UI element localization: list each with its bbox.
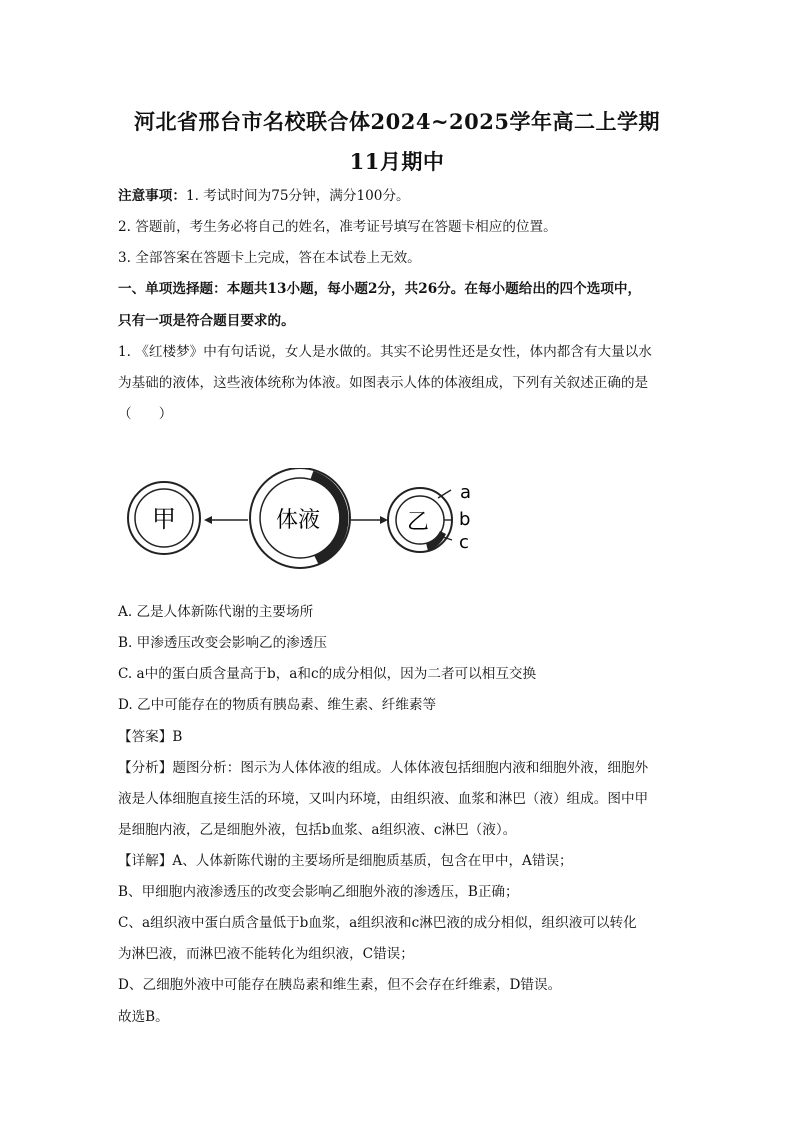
page-title-line1: 河北省邢台市名校联合体2024~2025学年高二上学期: [134, 109, 660, 134]
q1-option-a: A. 乙是人体新陈代谢的主要场所: [118, 604, 314, 620]
detail-text1: A、人体新陈代谢的主要场所是细胞质基质，包含在甲中，A错误；: [172, 853, 573, 869]
q1-analysis-line2: 液是人体细胞直接生活的环境，又叫内环境，由组织液、血浆和淋巴（液）组成。图中甲: [118, 791, 649, 807]
q1-detail-line4: 为淋巴液，而淋巴液不能转化为组织液，C错误；: [118, 946, 414, 962]
center-circle-tiye: [250, 468, 350, 568]
answer-value: B: [172, 729, 183, 745]
left-circle-label: 甲: [152, 505, 176, 533]
q1-stem-line1: 1. 《红楼梦》中有句话说，女人是水做的。其实不论男性还是女性，体内都含有大量以水: [118, 344, 652, 360]
right-circle-yi: [388, 488, 452, 552]
q1-detail-line2: B、甲细胞内液渗透压的改变会影响乙细胞外液的渗透压，B正确；: [118, 884, 519, 900]
notice-item3: 3. 全部答案在答题卡上完成，答在本试卷上无效。: [118, 250, 421, 266]
notice-item1: 1. 考试时间为75分钟，满分100分。: [185, 188, 410, 204]
q1-option-d: D. 乙中可能存在的物质有胰岛素、维生素、纤维素等: [118, 697, 437, 713]
q1-answer: [118, 727, 678, 747]
answer-label: 【答案】: [118, 729, 173, 745]
notice-line1: [118, 186, 678, 206]
arrow-to-left: [204, 516, 248, 524]
q1-stem-line2: 为基础的液体，这些液体统称为体液。如图表示人体的体液组成，下列有关叙述正确的是: [118, 375, 649, 391]
arrow-to-right: [351, 516, 388, 524]
q1-conclusion: 故选B。: [118, 1009, 169, 1025]
q1-detail-line3: C、a组织液中蛋白质含量低于b血浆，a组织液和c淋巴液的成分相似，组织液可以转化: [118, 915, 637, 931]
body-fluid-diagram: [118, 468, 498, 578]
q1-analysis-line3: 是细胞内液，乙是细胞外液，包括b血浆、a组织液、c淋巴（液）。: [118, 822, 517, 838]
left-circle-jia: [128, 482, 200, 554]
q1-detail-line1: [118, 851, 678, 871]
label-a: a: [460, 482, 472, 503]
section1-heading-line2: 只有一项是符合题目要求的。: [118, 313, 295, 329]
q1-option-b: B. 甲渗透压改变会影响乙的渗透压: [118, 635, 327, 651]
label-c: c: [459, 532, 469, 553]
q1-stem-line3: （ ）: [118, 406, 173, 422]
section1-heading-line1: 一、单项选择题：本题共13小题，每小题2分，共26分。在每小题给出的四个选项中，: [118, 281, 642, 297]
q1-analysis-line1: [118, 758, 678, 778]
notice-label: 注意事项：: [118, 188, 186, 204]
center-circle-label: 体液: [275, 508, 321, 533]
analysis-label: 【分析】: [118, 760, 173, 776]
label-b: b: [459, 509, 471, 530]
notice-item2: 2. 答题前，考生务必将自己的姓名，准考证号填写在答题卡相应的位置。: [118, 219, 557, 235]
right-circle-label: 乙: [406, 510, 430, 535]
analysis-text1: 题图分析：图示为人体体液的组成。人体体液包括细胞内液和细胞外液，细胞外: [172, 760, 649, 776]
page-title-line2: 11月期中: [349, 149, 445, 174]
q1-option-c: C. a中的蛋白质含量高于b，a和c的成分相似，因为二者可以相互交换: [118, 666, 537, 682]
detail-label: 【详解】: [118, 853, 173, 869]
q1-detail-line5: D、乙细胞外液中可能存在胰岛素和维生素，但不会存在纤维素，D错误。: [118, 977, 562, 993]
